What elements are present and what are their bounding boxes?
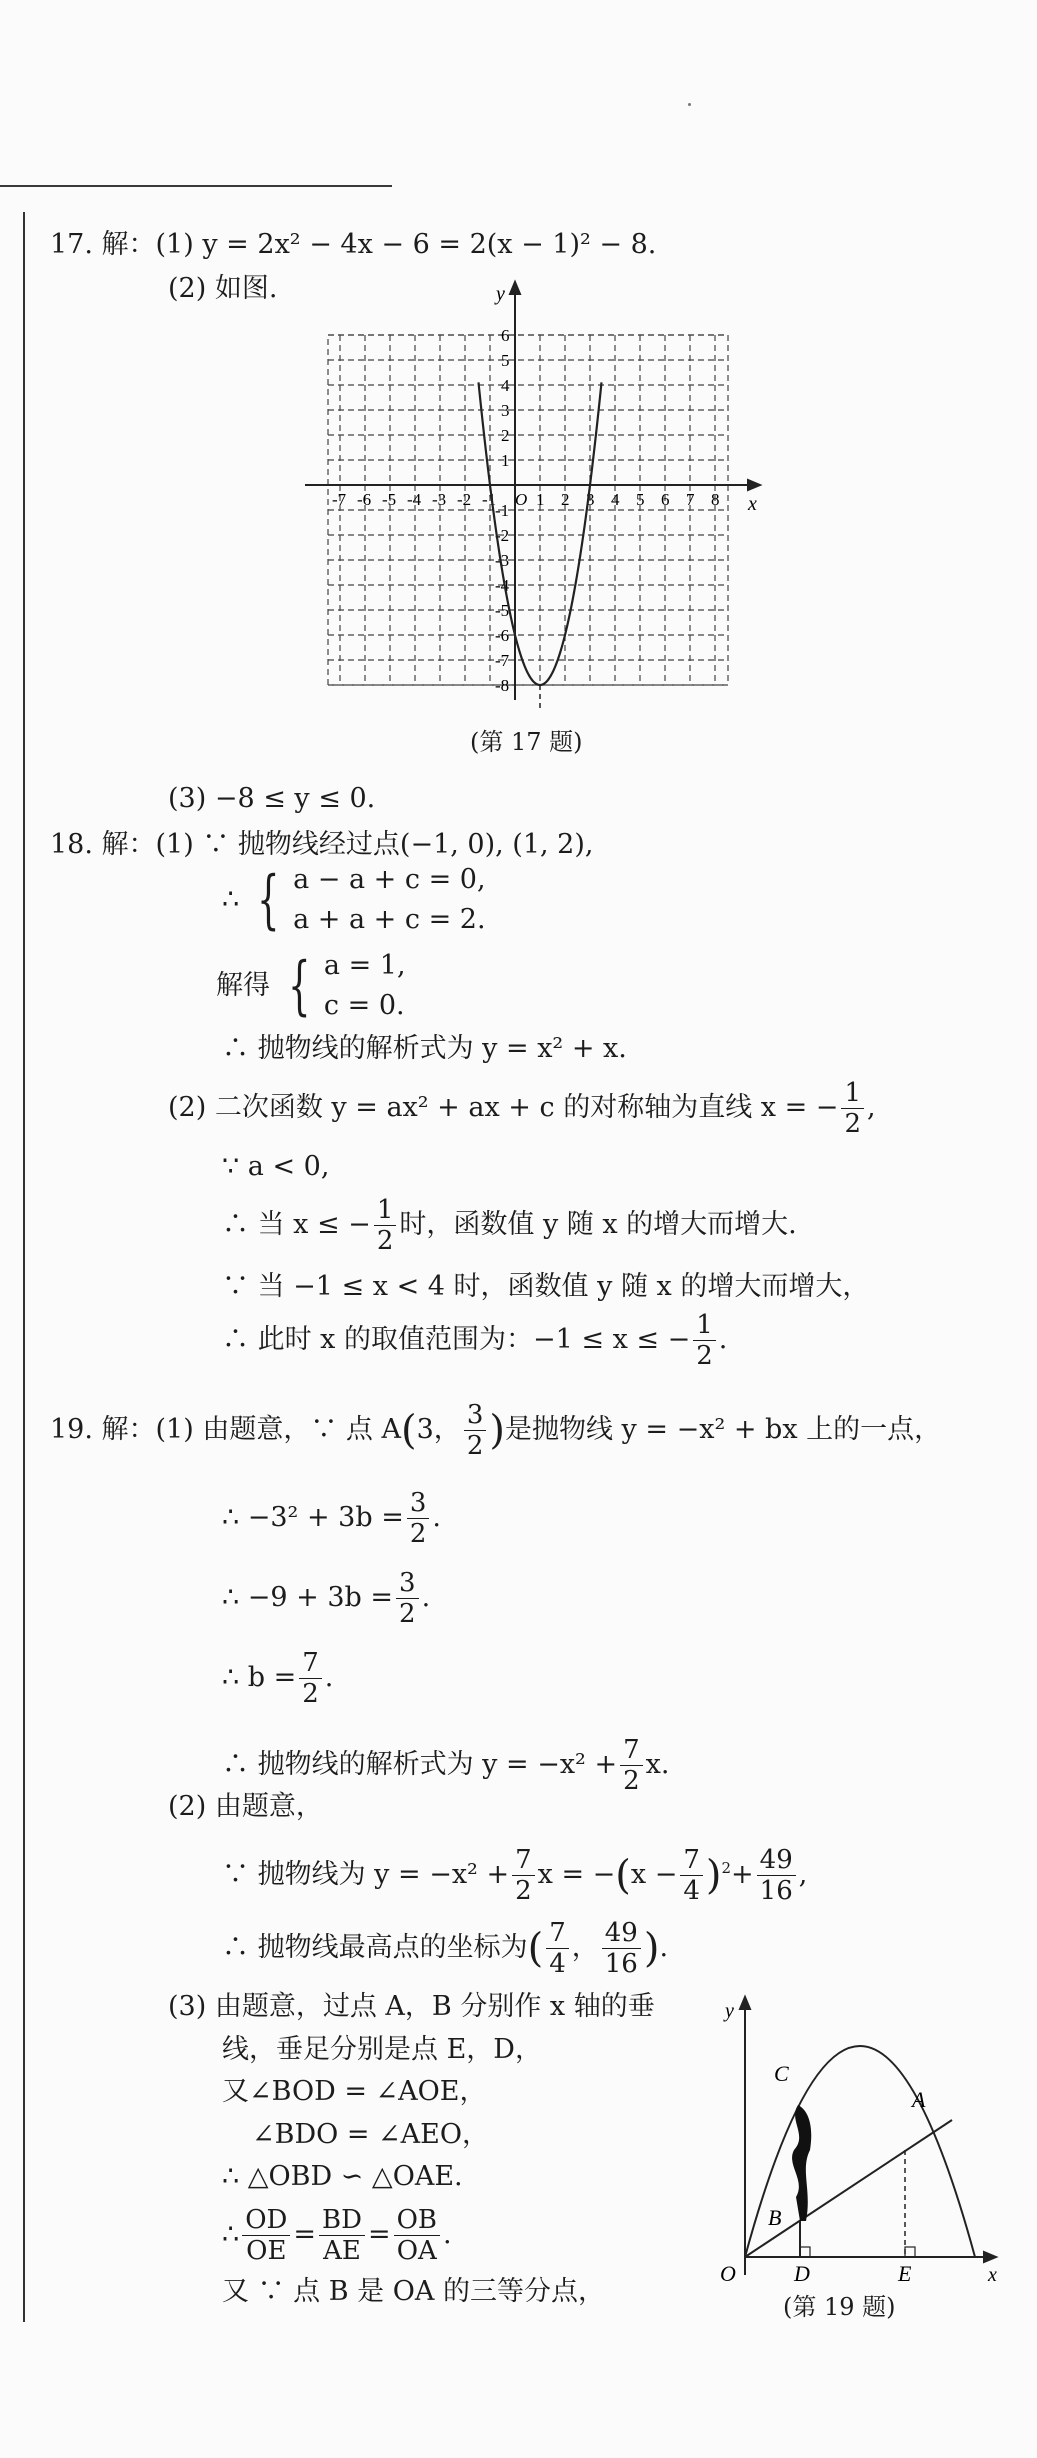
x-tick-label: O	[515, 490, 528, 509]
y-tick-label: 5	[501, 351, 510, 370]
p19-line-3: ∴ −9 + 3b = $\frac{3}{2}$ .	[222, 1568, 431, 1629]
solve-label: 解得	[216, 970, 270, 1001]
p19-line-6: (2) 由题意，	[168, 1791, 323, 1822]
x-tick-label: 2	[561, 490, 570, 509]
x-tick-label: -1	[482, 490, 497, 509]
label-E: E	[898, 2261, 912, 2285]
y-tick-label: -3	[495, 551, 510, 570]
y-tick-label: 3	[501, 401, 510, 420]
p18-line-10: ∴ 此时 x 的取值范围为：−1 ≤ x ≤ − $\frac{1}{2}$ .	[222, 1310, 728, 1371]
p19-line-10: 线，垂足分别是点 E，D，	[222, 2034, 542, 2065]
y-tick-label: -4	[495, 576, 510, 595]
x-tick-label: -6	[357, 490, 372, 509]
eq-1: a − a + c = 0,	[293, 864, 486, 895]
p19-line-14: ∴ $\frac{OD}{OE}$ = $\frac{BD}{AE}$ = $\frac{OB}{OA}$ .	[222, 2205, 452, 2266]
p17-line-2: (2) 如图.	[168, 273, 278, 304]
p17-line-1: 17. 解：(1) y = 2x² − 4x − 6 = 2(x − 1)² − 8.	[50, 229, 657, 260]
sol-1: a = 1,	[323, 950, 406, 981]
p18-line-7: ∵ a < 0,	[222, 1151, 330, 1182]
y-tick-label: 4	[501, 376, 510, 395]
therefore-sign: ∴	[222, 884, 240, 915]
p19-figure	[700, 1985, 1010, 2285]
x-tick-label: 3	[586, 490, 595, 509]
label-x: x	[988, 2264, 997, 2285]
p19-line-13: ∴ △OBD ∽ △OAE.	[222, 2161, 463, 2192]
label-B: B	[768, 2205, 782, 2230]
label-A: A	[912, 2087, 926, 2112]
x-axis-label: x	[748, 493, 757, 515]
y-tick-label: -2	[495, 526, 510, 545]
p18-line-9: ∵ 当 −1 ≤ x < 4 时，函数值 y 随 x 的增大而增大，	[222, 1271, 870, 1302]
ink-smudge	[792, 2105, 811, 2221]
y-axis-arrow	[740, 1997, 750, 2009]
brace: {	[287, 949, 311, 1023]
y-tick-label: 2	[501, 426, 510, 445]
x-tick-label: 1	[536, 490, 545, 509]
p19-line-7: ∵ 抛物线为 y = −x² + $\frac{7}{2}$ x = −(x − $\frac{7}{4}$ )$^2$+ $\frac{49}{16}$ ,	[222, 1845, 808, 1906]
p19-line-1: 19. 解：(1) 由题意，∵ 点 A(3， $\frac{3}{2}$ )是抛物线 y = −x² + bx 上的一点，	[50, 1400, 942, 1461]
y-axis-label: y	[496, 283, 505, 305]
p18-line-1: 18. 解：(1) ∵ 抛物线经过点(−1, 0), (1, 2),	[50, 829, 594, 860]
p18-line-6: (2) 二次函数 y = ax² + ax + c 的对称轴为直线 x = − $\frac{1}{2}$ ,	[168, 1078, 876, 1139]
p18-line-5: ∴ 抛物线的解析式为 y = x² + x.	[222, 1033, 627, 1064]
p19-line-2: ∴ −3² + 3b = $\frac{3}{2}$ .	[222, 1488, 441, 1549]
p19-caption: (第 19 题)	[783, 2293, 896, 2321]
eq-2: a + a + c = 2.	[293, 904, 486, 935]
p18-system-2	[216, 946, 406, 1026]
p19-line-11: 又∠BOD = ∠AOE，	[222, 2076, 487, 2107]
x-tick-label: -3	[432, 490, 447, 509]
x-tick-label: 7	[686, 490, 695, 509]
p17-caption: (第 17 题)	[470, 728, 583, 756]
p19-line-4: ∴ b = $\frac{7}{2}$ .	[222, 1648, 334, 1709]
y-tick-label: -7	[495, 651, 510, 670]
x-tick-label: 4	[611, 490, 620, 509]
left-margin-bar	[23, 212, 25, 2322]
p18-system-1	[222, 860, 486, 940]
p19-line-5: ∴ 抛物线的解析式为 y = −x² + $\frac{7}{2}$ x.	[222, 1735, 670, 1796]
speck	[688, 103, 691, 106]
x-axis-arrow	[984, 2252, 996, 2262]
label-C: C	[774, 2061, 789, 2086]
sol-2: c = 0.	[323, 990, 405, 1021]
x-tick-label: 5	[636, 490, 645, 509]
x-tick-label: -2	[457, 490, 472, 509]
label-D: D	[794, 2261, 810, 2285]
y-tick-label: -6	[495, 626, 510, 645]
p19-line-9: (3) 由题意，过点 A，B 分别作 x 轴的垂	[168, 1991, 655, 2022]
x-tick-label: 8	[711, 490, 720, 509]
x-tick-label: 6	[661, 490, 670, 509]
p17-line-3: (3) −8 ≤ y ≤ 0.	[168, 783, 376, 814]
x-tick-label: -5	[382, 490, 397, 509]
p17-graph	[290, 270, 770, 710]
p18-line-8: ∴ 当 x ≤ − $\frac{1}{2}$ 时，函数值 y 随 x 的增大而增大.	[222, 1195, 797, 1256]
y-tick-label: 6	[501, 326, 510, 345]
y-axis-arrow	[510, 282, 520, 294]
label-O: O	[720, 2261, 736, 2285]
x-axis-arrow	[748, 480, 760, 490]
p19-line-8: ∴ 抛物线最高点的坐标为( $\frac{7}{4}$ ， $\frac{49}{16}$ ).	[222, 1918, 669, 1979]
y-tick-label: -5	[495, 601, 510, 620]
label-y: y	[725, 2000, 734, 2022]
x-tick-label: -4	[407, 490, 422, 509]
right-angle-D	[800, 2247, 810, 2257]
p19-line-12: ∠BDO = ∠AEO，	[252, 2119, 490, 2150]
y-tick-label: -8	[495, 676, 510, 695]
y-tick-label: -1	[495, 501, 510, 520]
p19-line-15: 又 ∵ 点 B 是 OA 的三等分点，	[222, 2276, 605, 2307]
top-rule	[0, 185, 392, 187]
right-angle-E	[905, 2247, 915, 2257]
x-tick-label: -7	[332, 490, 347, 509]
y-tick-label: 1	[501, 451, 510, 470]
brace: {	[256, 863, 280, 937]
line-OA	[745, 2120, 952, 2257]
